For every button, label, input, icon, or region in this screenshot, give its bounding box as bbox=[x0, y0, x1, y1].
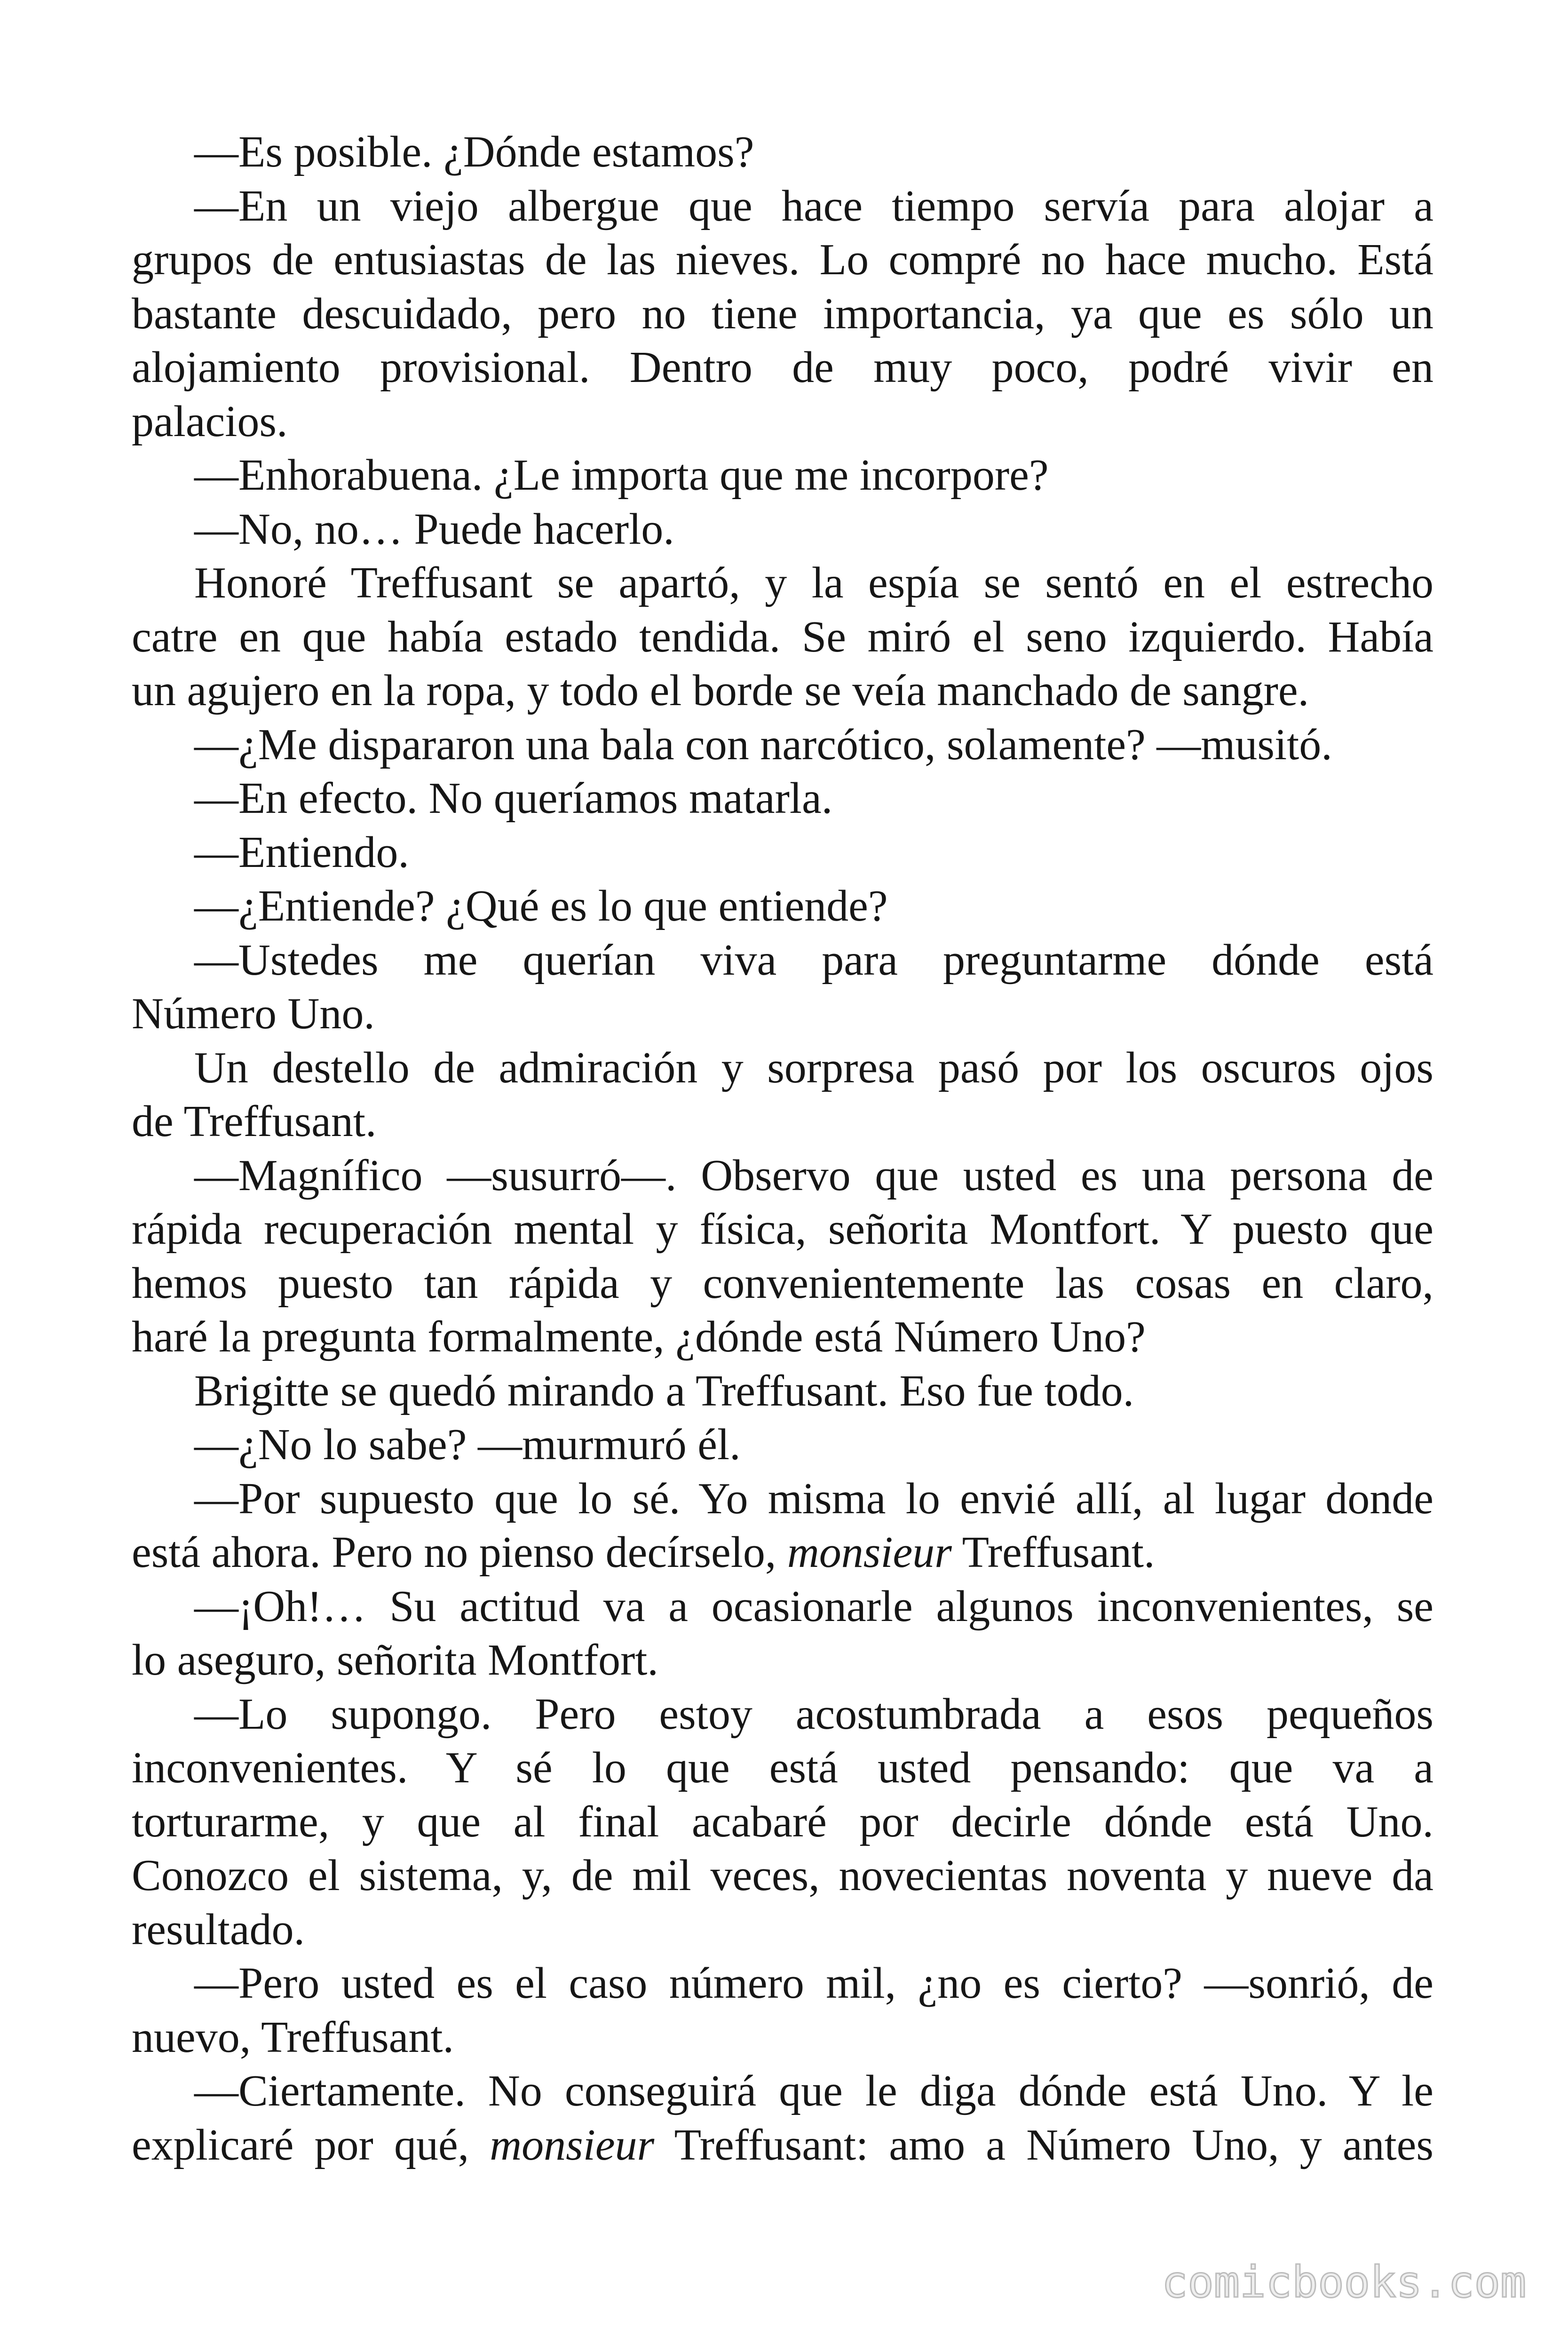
paragraph bbox=[132, 1364, 1433, 1418]
paragraph bbox=[132, 1956, 1433, 2064]
watermark: comicbooks.com bbox=[1162, 2257, 1527, 2307]
text-line: —No, no… Puede hacerlo. bbox=[194, 504, 674, 554]
text-line: Honoré Treffusant se apartó, y la espía se sentó en el estrecho bbox=[194, 558, 1433, 607]
text-line: —Enhorabuena. ¿Le importa que me incorpore? bbox=[194, 451, 1049, 500]
text-line: —¿Me dispararon una bala con narcótico, solamente? —musitó. bbox=[194, 720, 1332, 769]
text-line: un agujero en la ropa, y todo el borde se veía manchado de sangre. bbox=[132, 666, 1309, 715]
text-line: nuevo, Treffusant. bbox=[132, 2012, 454, 2062]
text-segment: está ahora. Pero no pienso decírselo, bbox=[132, 1528, 787, 1577]
text-line: —En efecto. No queríamos matarla. bbox=[194, 774, 833, 823]
paragraph bbox=[132, 2064, 1433, 2172]
text-line: —¡Oh!… Su actitud va a ocasionarle algunos inconvenientes, se bbox=[194, 1581, 1433, 1631]
paragraph bbox=[132, 1472, 1433, 1580]
text-line: hemos puesto tan rápida y convenientemente las cosas en claro, bbox=[132, 1258, 1433, 1308]
text-line: —¿Entiende? ¿Qué es lo que entiende? bbox=[194, 882, 888, 930]
paragraph bbox=[132, 1149, 1433, 1364]
paragraph bbox=[132, 1687, 1433, 1957]
text-line: —¿No lo sabe? —murmuró él. bbox=[194, 1420, 741, 1469]
text-line: de Treffusant. bbox=[132, 1097, 377, 1146]
text-line: Conozco el sistema, y, de mil veces, novecientas noventa y nueve da bbox=[132, 1851, 1433, 1900]
text-line: —Ustedes me querían viva para preguntarme dónde está bbox=[194, 935, 1433, 985]
paragraph bbox=[132, 448, 1433, 502]
text-line: rápida recuperación mental y física, señorita Montfort. Y puesto que bbox=[132, 1205, 1433, 1254]
text-line bbox=[132, 2118, 1433, 2172]
paragraph bbox=[132, 1041, 1433, 1149]
paragraph bbox=[132, 502, 1433, 556]
text-segment: Treffusant: amo a Número Uno, y antes bbox=[654, 2120, 1433, 2169]
text-segment: Treffusant. bbox=[951, 1528, 1155, 1577]
page-text bbox=[132, 125, 1433, 2172]
text-line: —Ciertamente. No conseguirá que le diga dónde está Uno. Y le bbox=[194, 2066, 1433, 2115]
text-line: —Magnífico —susurró—. Observo que usted es una persona de bbox=[194, 1151, 1433, 1200]
paragraph bbox=[132, 826, 1433, 880]
text-line: lo aseguro, señorita Montfort. bbox=[132, 1636, 658, 1685]
text-line: —Pero usted es el caso número mil, ¿no es cierto? —sonrió, de bbox=[194, 1959, 1433, 2008]
text-line: —Lo supongo. Pero estoy acostumbrada a esos pequeños bbox=[194, 1689, 1433, 1739]
paragraph bbox=[132, 933, 1433, 1041]
text-line: grupos de entusiastas de las nieves. Lo compré no hace mucho. Está bbox=[132, 235, 1433, 284]
text-line: —Es posible. ¿Dónde estamos? bbox=[194, 127, 754, 176]
text-line bbox=[132, 1526, 1433, 1580]
text-line: —En un viejo albergue que hace tiempo servía para alojar a bbox=[194, 181, 1433, 230]
text-line: —Por supuesto que lo sé. Yo misma lo envié allí, al lugar donde bbox=[194, 1474, 1433, 1523]
paragraph bbox=[132, 1580, 1433, 1687]
paragraph bbox=[132, 1418, 1433, 1472]
italic-word: monsieur bbox=[787, 1528, 952, 1577]
text-line: resultado. bbox=[132, 1905, 305, 1954]
text-line: —Entiendo. bbox=[194, 827, 409, 877]
text-line: Un destello de admiración y sorpresa pasó por los oscuros ojos bbox=[194, 1043, 1433, 1092]
text-line: Brigitte se quedó mirando a Treffusant. Eso fue todo. bbox=[194, 1366, 1134, 1415]
italic-word: monsieur bbox=[490, 2120, 655, 2169]
paragraph bbox=[132, 718, 1433, 772]
text-line: inconvenientes. Y sé lo que está usted pensando: que va a bbox=[132, 1743, 1433, 1792]
paragraph bbox=[132, 179, 1433, 449]
text-line: haré la pregunta formalmente, ¿dónde está Número Uno? bbox=[132, 1312, 1146, 1361]
text-segment: explicaré por qué, bbox=[132, 2120, 490, 2169]
paragraph bbox=[132, 879, 1433, 933]
text-line: palacios. bbox=[132, 397, 288, 446]
text-line: Número Uno. bbox=[132, 989, 375, 1038]
text-line: alojamiento provisional. Dentro de muy poco, podré vivir en bbox=[132, 343, 1433, 392]
text-line: bastante descuidado, pero no tiene importancia, ya que es sólo un bbox=[132, 289, 1433, 338]
paragraph bbox=[132, 125, 1433, 179]
text-line: catre en que había estado tendida. Se miró el seno izquierdo. Había bbox=[132, 612, 1433, 661]
text-line: torturarme, y que al final acabaré por decirle dónde está Uno. bbox=[132, 1797, 1433, 1846]
paragraph bbox=[132, 771, 1433, 826]
paragraph bbox=[132, 556, 1433, 718]
